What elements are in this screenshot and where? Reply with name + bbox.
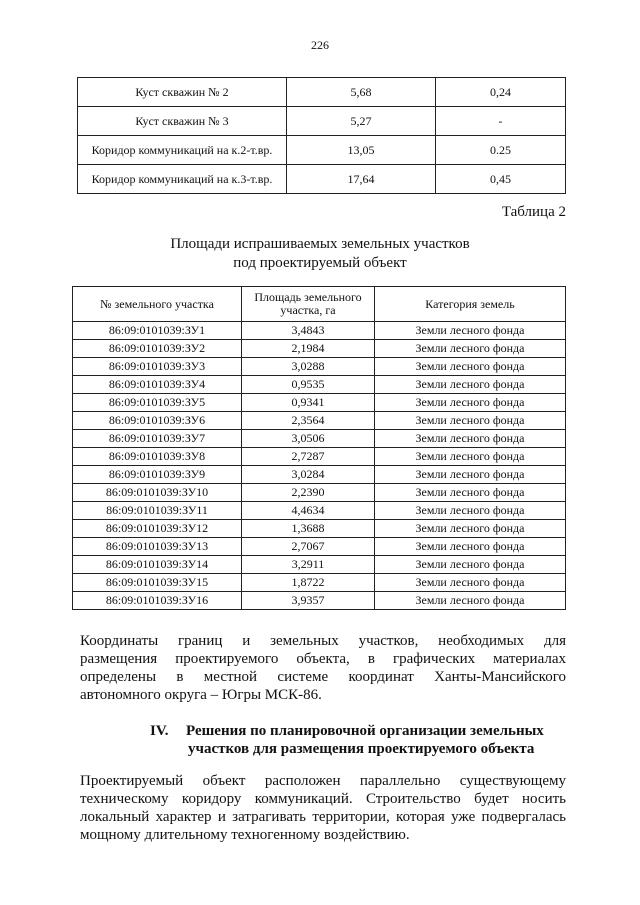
paragraph-line: автономного округа – Югры МСК-86. xyxy=(80,687,322,703)
column-header-land-category: Категория земель xyxy=(375,287,566,322)
table-row xyxy=(73,592,566,610)
plot-number-cell: 86:09:0101039:ЗУ4 xyxy=(73,376,242,394)
section-heading-line2: участков для размещения проектируемого объекта xyxy=(188,741,535,757)
table-row xyxy=(73,394,566,412)
paragraph-line: Проектируемый объект расположен параллельно существующему xyxy=(80,773,566,789)
land-use-table-body xyxy=(78,78,566,194)
table-row xyxy=(78,107,566,136)
plot-number-cell: 86:09:0101039:ЗУ9 xyxy=(73,466,242,484)
table-title-line2: под проектируемый объект xyxy=(233,255,407,271)
table-header-row xyxy=(73,287,566,322)
value-cell: 5,68 xyxy=(287,78,436,107)
table-row xyxy=(73,538,566,556)
table-label: Таблица 2 xyxy=(501,204,566,220)
table-row xyxy=(78,165,566,194)
section-heading-line1: Решения по планировочной организации земельных xyxy=(186,723,544,739)
value-cell: 0,24 xyxy=(436,78,566,107)
land-category-cell: Земли лесного фонда xyxy=(375,376,566,394)
land-category-cell: Земли лесного фонда xyxy=(375,556,566,574)
area-cell: 3,0284 xyxy=(242,466,375,484)
land-category-cell: Земли лесного фонда xyxy=(375,574,566,592)
area-cell: 2,3564 xyxy=(242,412,375,430)
land-category-cell: Земли лесного фонда xyxy=(375,340,566,358)
area-cell: 2,7067 xyxy=(242,538,375,556)
table-row xyxy=(73,574,566,592)
area-cell: 2,2390 xyxy=(242,484,375,502)
plot-number-cell: 86:09:0101039:ЗУ6 xyxy=(73,412,242,430)
plot-number-cell: 86:09:0101039:ЗУ7 xyxy=(73,430,242,448)
land-plots-table xyxy=(72,286,566,610)
area-cell: 3,0288 xyxy=(242,358,375,376)
plot-number-cell: 86:09:0101039:ЗУ2 xyxy=(73,340,242,358)
plot-number-cell: 86:09:0101039:ЗУ10 xyxy=(73,484,242,502)
table-row xyxy=(73,430,566,448)
area-cell: 4,4634 xyxy=(242,502,375,520)
land-category-cell: Земли лесного фонда xyxy=(375,412,566,430)
value-cell: 0,45 xyxy=(436,165,566,194)
table-row xyxy=(78,136,566,165)
page-number: 226 xyxy=(311,38,329,52)
area-cell: 3,4843 xyxy=(242,322,375,340)
area-cell: 2,7287 xyxy=(242,448,375,466)
paragraph-line: размещения проектируемого объекта, в графических материалах xyxy=(80,651,566,667)
plot-number-cell: 86:09:0101039:ЗУ11 xyxy=(73,502,242,520)
plot-number-cell: 86:09:0101039:ЗУ15 xyxy=(73,574,242,592)
land-category-cell: Земли лесного фонда xyxy=(375,322,566,340)
land-category-cell: Земли лесного фонда xyxy=(375,502,566,520)
paragraph-line: техническому коридору коммуникаций. Строительство будет носить xyxy=(80,791,566,807)
object-name-cell: Куст скважин № 2 xyxy=(78,78,287,107)
land-category-cell: Земли лесного фонда xyxy=(375,358,566,376)
table-row xyxy=(73,520,566,538)
table-row xyxy=(73,412,566,430)
table-row xyxy=(73,376,566,394)
plot-number-cell: 86:09:0101039:ЗУ1 xyxy=(73,322,242,340)
plot-number-cell: 86:09:0101039:ЗУ3 xyxy=(73,358,242,376)
table-title-line1: Площади испрашиваемых земельных участков xyxy=(170,236,470,252)
paragraph-line: мощному длительному техногенному воздействию. xyxy=(80,827,410,843)
section-heading xyxy=(150,722,544,758)
value-cell: 0.25 xyxy=(436,136,566,165)
plot-number-cell: 86:09:0101039:ЗУ12 xyxy=(73,520,242,538)
area-cell: 3,0506 xyxy=(242,430,375,448)
area-cell: 3,2911 xyxy=(242,556,375,574)
section-number: IV. xyxy=(150,723,169,739)
area-cell: 2,1984 xyxy=(242,340,375,358)
paragraph-line: локальный характер и затрагивать территории, которая уже подвергалась xyxy=(80,809,566,825)
land-category-cell: Земли лесного фонда xyxy=(375,466,566,484)
column-header-plot-number: № земельного участка xyxy=(73,287,242,322)
project-description-paragraph xyxy=(80,772,566,844)
land-category-cell: Земли лесного фонда xyxy=(375,448,566,466)
land-category-cell: Земли лесного фонда xyxy=(375,394,566,412)
plot-number-cell: 86:09:0101039:ЗУ13 xyxy=(73,538,242,556)
object-name-cell: Коридор коммуникаций на к.3-т.вр. xyxy=(78,165,287,194)
value-cell: 17,64 xyxy=(287,165,436,194)
area-cell: 0,9535 xyxy=(242,376,375,394)
land-category-cell: Земли лесного фонда xyxy=(375,484,566,502)
area-cell: 1,3688 xyxy=(242,520,375,538)
coordinates-paragraph xyxy=(80,632,566,704)
plot-number-cell: 86:09:0101039:ЗУ14 xyxy=(73,556,242,574)
object-name-cell: Коридор коммуникаций на к.2-т.вр. xyxy=(78,136,287,165)
area-cell: 1,8722 xyxy=(242,574,375,592)
table-row xyxy=(73,448,566,466)
land-category-cell: Земли лесного фонда xyxy=(375,592,566,610)
land-plots-table-body xyxy=(73,322,566,610)
plot-number-cell: 86:09:0101039:ЗУ8 xyxy=(73,448,242,466)
value-cell: 5,27 xyxy=(287,107,436,136)
value-cell: 13,05 xyxy=(287,136,436,165)
area-cell: 3,9357 xyxy=(242,592,375,610)
paragraph-line: Координаты границ и земельных участков, необходимых для xyxy=(80,633,566,649)
table-row xyxy=(78,78,566,107)
table-row xyxy=(73,556,566,574)
plot-number-cell: 86:09:0101039:ЗУ16 xyxy=(73,592,242,610)
paragraph-line: определены в местной системе координат Ханты-Мансийского xyxy=(80,669,566,685)
land-category-cell: Земли лесного фонда xyxy=(375,430,566,448)
table-row xyxy=(73,340,566,358)
table-row xyxy=(73,322,566,340)
land-use-table xyxy=(77,77,566,194)
area-cell: 0,9341 xyxy=(242,394,375,412)
object-name-cell: Куст скважин № 3 xyxy=(78,107,287,136)
table-row xyxy=(73,358,566,376)
table-row xyxy=(73,502,566,520)
value-cell: - xyxy=(436,107,566,136)
table-row xyxy=(73,466,566,484)
plot-number-cell: 86:09:0101039:ЗУ5 xyxy=(73,394,242,412)
land-category-cell: Земли лесного фонда xyxy=(375,520,566,538)
land-category-cell: Земли лесного фонда xyxy=(375,538,566,556)
column-header-area: Площадь земельного участка, га xyxy=(242,287,375,322)
table-row xyxy=(73,484,566,502)
